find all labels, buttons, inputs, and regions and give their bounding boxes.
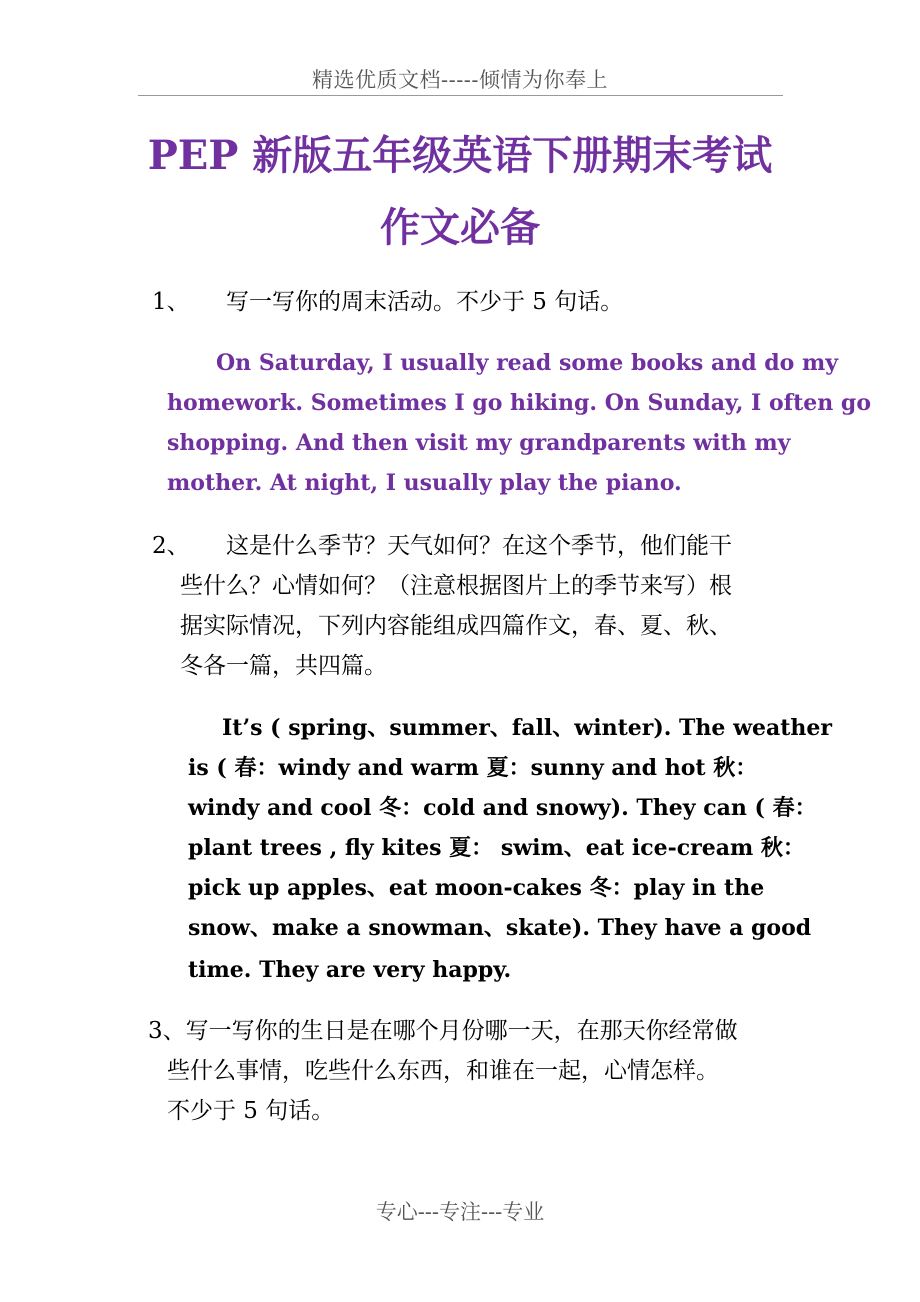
question-3-line-2: 些什么事情，吃些什么东西，和谁在一起，心情怎样。 bbox=[167, 1058, 719, 1084]
question-1-number: 1、 bbox=[152, 289, 190, 315]
answer-2-line-2: is ( 春：windy and warm 夏：sunny and hot 秋： bbox=[188, 755, 758, 781]
question-2-line-2: 些什么？心情如何？（注意根据图片上的季节来写）根 bbox=[180, 573, 732, 599]
answer-2-line-7: time. They are very happy. bbox=[188, 957, 512, 983]
answer-1-line-2: homework. Sometimes I go hiking. On Sunday, I often go bbox=[167, 390, 871, 416]
answer-1-line-1: On Saturday, I usually read some books and do my bbox=[216, 350, 839, 376]
question-2-line-4: 冬各一篇，共四篇。 bbox=[180, 653, 387, 679]
question-3-line-3: 不少于 5 句话。 bbox=[167, 1098, 335, 1124]
page-header: 精选优质文档-----倾情为你奉上 bbox=[312, 68, 608, 92]
header-divider bbox=[138, 95, 783, 96]
question-2-number: 2、 bbox=[152, 533, 190, 559]
question-2-line-1 bbox=[152, 526, 732, 566]
answer-2-line-4: plant trees , fly kites 夏： swim、eat ice-cream 秋： bbox=[188, 835, 805, 861]
document-title-line-2: 作文必备 bbox=[380, 204, 540, 251]
question-2-line-3: 据实际情况，下列内容能组成四篇作文，春、夏、秋、 bbox=[180, 613, 732, 639]
question-2-text-1: 这是什么季节？天气如何？在这个季节，他们能干 bbox=[226, 533, 732, 559]
question-3-line-1: 3、写一写你的生日是在哪个月份哪一天，在那天你经常做 bbox=[148, 1018, 738, 1044]
question-1 bbox=[152, 282, 623, 322]
answer-2-line-3: windy and cool 冬：cold and snowy). They can ( 春： bbox=[188, 795, 817, 821]
answer-2-line-5: pick up apples、eat moon-cakes 冬：play in the bbox=[188, 875, 765, 901]
question-1-text: 写一写你的周末活动。不少于 5 句话。 bbox=[226, 289, 624, 315]
page-footer: 专心---专注---专业 bbox=[375, 1200, 545, 1224]
answer-2-line-6: snow、make a snowman、skate). They have a good bbox=[188, 915, 812, 941]
answer-1-line-4: mother. At night, I usually play the piano. bbox=[167, 470, 682, 496]
answer-2-line-1: It’s ( spring、summer、fall、winter). The weather bbox=[222, 715, 833, 741]
answer-1-line-3: shopping. And then visit my grandparents with my bbox=[167, 430, 791, 456]
document-title-line-1: PEP 新版五年级英语下册期末考试 bbox=[147, 132, 773, 179]
